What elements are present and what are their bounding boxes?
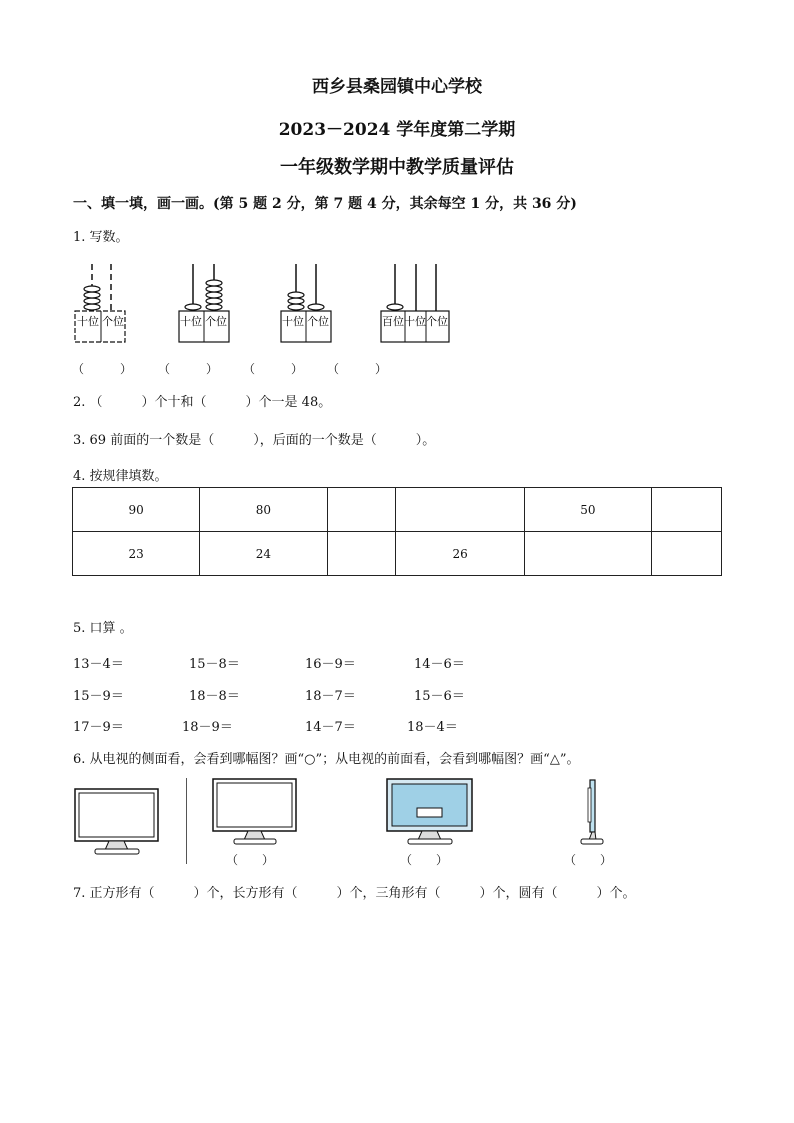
question-2: 2. （ ）个十和（ ）个一是 48。: [73, 395, 332, 410]
abacus-label: 十位: [77, 315, 99, 328]
table-cell[interactable]: [327, 488, 396, 532]
abacus-label: 百位: [382, 315, 404, 328]
question-1: 1. 写数。: [73, 230, 129, 245]
section-heading: 一、填一填，画一画。(第 5 题 2 分，第 7 题 4 分，其余每空 1 分，共 36 分): [73, 196, 577, 212]
calc-item: 15－8＝: [189, 657, 240, 672]
table-cell: 90: [73, 488, 200, 532]
exam-title: 一年级数学期中教学质量评估: [280, 157, 514, 178]
abacus-label: 个位: [102, 315, 124, 328]
abacus-label: 个位: [307, 315, 329, 328]
abacus-label: 十位: [282, 315, 304, 328]
bead: [387, 304, 403, 310]
tv-side-icon: [578, 778, 606, 846]
abacus-label: 十位: [404, 315, 426, 328]
calc-item: 15－6＝: [414, 689, 465, 704]
question-4: 4. 按规律填数。: [73, 469, 168, 484]
answer-blank[interactable]: （ ）: [72, 362, 133, 376]
table-cell: 50: [524, 488, 651, 532]
abacus-label: 个位: [426, 315, 448, 328]
tv-front-icon: [74, 788, 160, 856]
bead: [185, 280, 222, 310]
table-cell[interactable]: [652, 532, 722, 576]
abacus-4: [379, 262, 451, 344]
tv-back-icon: [386, 778, 474, 846]
calc-item: 17－9＝: [73, 720, 124, 735]
abacus-label: 十位: [180, 315, 202, 328]
calc-item: 18－4＝: [407, 720, 458, 735]
question-3: 3. 69 前面的一个数是（ ），后面的一个数是（ ）。: [73, 433, 436, 448]
table-cell[interactable]: [524, 532, 651, 576]
tv-front-icon: [212, 778, 298, 846]
abacus-2: [177, 262, 233, 344]
answer-blank[interactable]: （ ）: [243, 362, 304, 376]
calc-item: 13－4＝: [73, 657, 124, 672]
table-cell[interactable]: [327, 532, 396, 576]
calc-item: 16－9＝: [305, 657, 356, 672]
table-cell: 23: [73, 532, 200, 576]
question-5: 5. 口算 。: [73, 621, 133, 636]
pattern-table: [72, 487, 722, 576]
calc-item: 15－9＝: [73, 689, 124, 704]
question-6: 6. 从电视的侧面看，会看到哪幅图？画“○”；从电视的前面看，会看到哪幅图？画“△”。: [73, 752, 580, 767]
answer-blank[interactable]: （ ）: [158, 362, 219, 376]
answer-blank[interactable]: （ ）: [564, 853, 613, 867]
bead: [84, 286, 100, 310]
table-cell[interactable]: [652, 488, 722, 532]
table-cell: 24: [200, 532, 327, 576]
calc-item: 14－6＝: [414, 657, 465, 672]
table-cell: 80: [200, 488, 327, 532]
answer-blank[interactable]: （ ）: [226, 853, 275, 867]
calc-item: 14－7＝: [305, 720, 356, 735]
table-row: [73, 488, 722, 532]
abacus-1: [74, 262, 128, 344]
term-title: 2023－2024 学年度第二学期: [278, 120, 516, 140]
table-row: [73, 532, 722, 576]
school-title: 西乡县桑园镇中心学校: [312, 77, 482, 97]
abacus-label: 个位: [205, 315, 227, 328]
calc-item: 18－7＝: [305, 689, 356, 704]
question-7: 7. 正方形有（ ）个，长方形有（ ）个，三角形有（ ）个，圆有（ ）个。: [73, 886, 636, 901]
calc-item: 18－8＝: [189, 689, 240, 704]
table-cell: 26: [396, 532, 524, 576]
calc-item: 18－9＝: [182, 720, 233, 735]
divider: [186, 778, 187, 864]
bead: [288, 292, 324, 310]
answer-blank[interactable]: （ ）: [327, 362, 388, 376]
answer-blank[interactable]: （ ）: [400, 853, 449, 867]
table-cell[interactable]: [396, 488, 524, 532]
abacus-3: [279, 262, 335, 344]
